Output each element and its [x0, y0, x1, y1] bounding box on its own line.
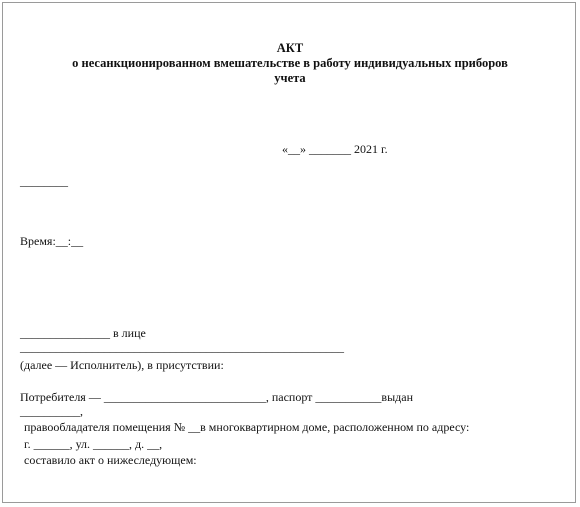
document-subtitle-line-1: о несанкционированном вмешательстве в работу индивидуальных приборов — [72, 56, 508, 70]
closing-line: составило акт о нижеследующем: — [24, 453, 197, 467]
owner-line: правообладателя помещения № __в многоквартирном доме, расположенном по адресу: — [24, 420, 470, 434]
place-line: ________ — [20, 174, 68, 188]
consumer-line: Потребителя — ___________________________, паспорт ___________выдан — [20, 390, 413, 404]
time-line: Время:__:__ — [20, 234, 84, 248]
document-title: АКТ — [276, 41, 304, 55]
address-line: г. ______, ул. ______, д. __, — [24, 437, 163, 451]
executor-line: _______________ в лице — [20, 326, 146, 340]
document-subtitle-line-2: учета — [274, 71, 306, 85]
executor-rule: ______________________________________________________ — [20, 340, 344, 354]
executor-note: (далее — Исполнитель), в присутствии: — [20, 358, 224, 372]
date-line: «__» _______ 2021 г. — [282, 142, 388, 156]
consumer-line-continuation: __________, — [20, 404, 83, 418]
